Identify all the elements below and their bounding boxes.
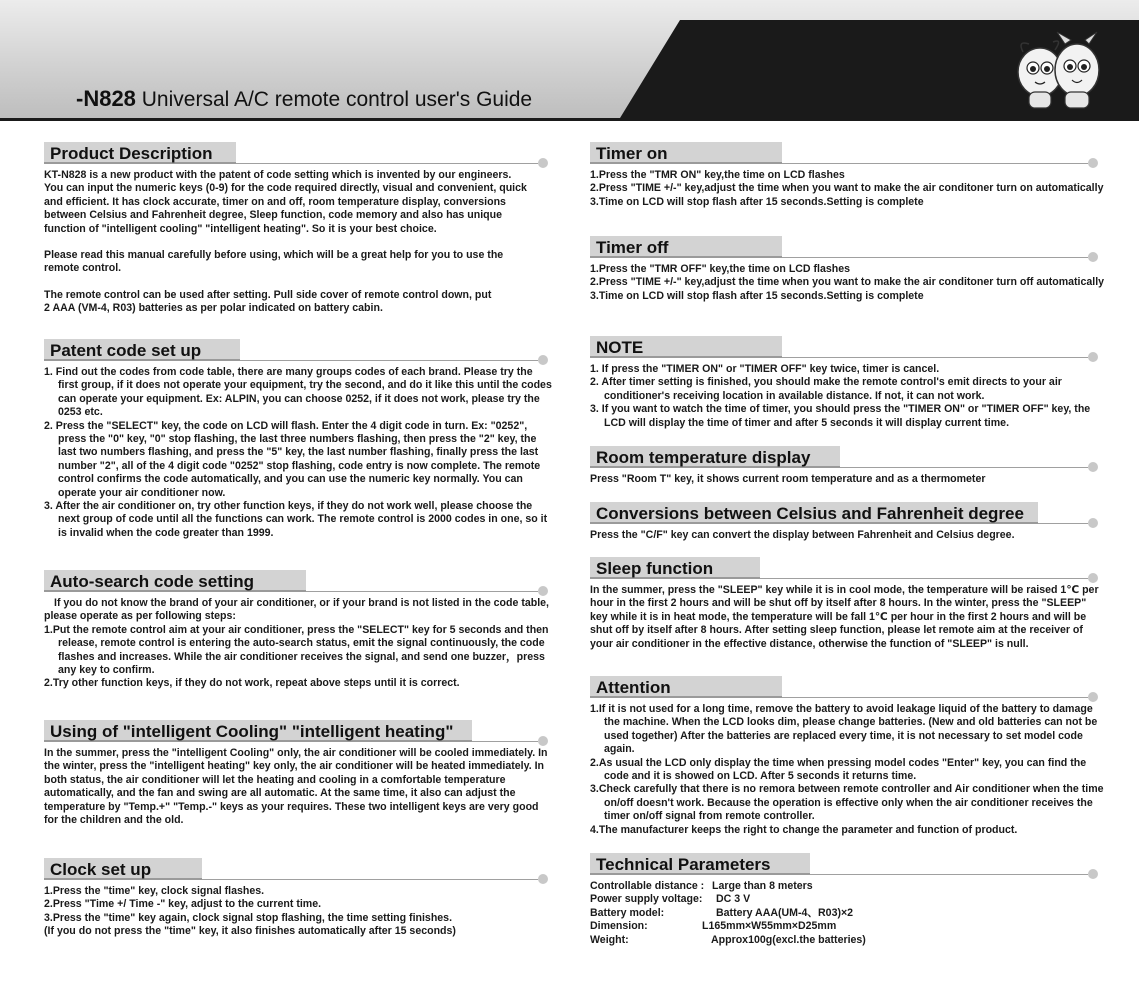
section-conversions [590, 502, 1105, 542]
section-title: Patent code set up [44, 339, 240, 361]
paragraph: Press the "C/F" key can convert the display between Fahrenheit and Celsius degree. [590, 529, 1015, 541]
section-rule [472, 741, 538, 742]
section-body [44, 597, 552, 691]
section-title: Sleep function [590, 557, 760, 579]
bullet-dot-icon [538, 874, 548, 884]
section-timer-off [590, 236, 1105, 303]
section-title: Conversions between Celsius and Fahrenheit degree [590, 502, 1038, 524]
list-item: (If you do not press the "time" key, it also finishes automatically after 15 seconds) [44, 925, 456, 938]
section-sleep [590, 557, 1105, 651]
spec-label: Battery model: [590, 906, 665, 919]
list-item: 2.Press "TIME +/-" key,adjust the time when you want to make the air conditoner turn off automatically [590, 276, 1105, 289]
section-rule [760, 578, 1088, 579]
list-item: 2.As usual the LCD only display the time when pressing model codes "Enter" key, you can find the code and it is showed on LCD. After 5 seconds it returns time. [590, 756, 1087, 783]
section-title: Attention [590, 676, 782, 698]
section-rule [306, 591, 538, 592]
section-header [590, 676, 1105, 700]
spec-label: Dimension: [590, 920, 648, 933]
section-body [590, 584, 1105, 651]
section-body [590, 263, 1105, 303]
paragraph: In the summer, press the "intelligent Cooling" only, the air conditioner will be cooled immediately. In the winter, press the "intelligent heating" key only, the air conditioner will be heated immediately. In both status, the air conditioner will let the heating and cooling in a comfortable temperature automatically, and the fan and swing are all automatic. At the same time, it also can adjust the temperature by "Temp.+" "Temp.-" keys as your requires. These two intelligent keys are very good for the children and the old. [44, 747, 548, 827]
spec-row [590, 920, 1105, 933]
bullet-dot-icon [1088, 158, 1098, 168]
section-header [44, 142, 552, 166]
section-rule [782, 163, 1088, 164]
bullet-dot-icon [1088, 869, 1098, 879]
spec-row [590, 907, 1105, 920]
section-note [590, 336, 1105, 430]
section-title: Clock set up [44, 858, 202, 880]
bullet-dot-icon [538, 586, 548, 596]
section-title: Auto-search code setting [44, 570, 306, 592]
section-title: Timer on [590, 142, 782, 164]
section-rule [1038, 523, 1088, 524]
text-line: function of "intelligent cooling" "intelligent heating". So it is your best choice. [44, 222, 437, 235]
bullet-dot-icon [1088, 462, 1098, 472]
section-header [590, 336, 1105, 360]
bullet-dot-icon [538, 355, 548, 365]
section-header [590, 557, 1105, 581]
section-header [590, 446, 1105, 470]
intro-text: If you do not know the brand of your air conditioner, or if your brand is not listed in the code table, please operate as per following steps: [44, 597, 549, 623]
section-title: NOTE [590, 336, 782, 358]
paragraph: Press "Room T" key, it shows current room temperature and as a thermometer [590, 473, 986, 485]
text-line: and efficient. It has clock accurate, timer on and off, room temperature display, conversions [44, 195, 506, 208]
text-line: You can input the numeric keys (0-9) for the code required directly, visual and convenient, quick [44, 182, 527, 195]
list-item: 3.Press the "time" key again, clock signal stop flashing, the time setting finishes. [44, 911, 453, 924]
spec-row [590, 934, 1105, 947]
text-line: The remote control can be used after setting. Pull side cover of remote control down, put [44, 288, 492, 301]
spec-label: Weight: [590, 933, 629, 946]
bullet-dot-icon [538, 158, 548, 168]
list-item: 3.Check carefully that there is no remora between remote controller and Air conditioner when the time on/off doesn't work. Because the operation is effective only when the air conditioner receives the timer on/off signal from remote controller. [590, 783, 1104, 823]
section-rule [782, 257, 1088, 258]
section-header [44, 570, 552, 594]
section-header [44, 858, 552, 882]
list-item: 2.Press "Time +/ Time -" key, adjust to the current time. [44, 898, 322, 911]
list-item: 1. If press the "TIMER ON" or "TIMER OFF" key twice, timer is cancel. [590, 363, 940, 375]
section-timer-on [590, 142, 1105, 209]
section-clock [44, 858, 552, 939]
section-body [590, 473, 1105, 486]
list-item: 3.Time on LCD will stop flash after 15 seconds.Setting is complete [590, 289, 924, 302]
list-item: 2. Press the "SELECT" key, the code on LCD will flash. Enter the 4 digit code in turn. Ex: "0252", press the "0" key, "0" stop flashing, the last three numbers flashing, then press the "2" key, the last two numbers flashing, and press the "5" key, the last number flashing, finally press the last number "2", all of the 4 digit code "0252" stop flashing, code entry is now complete. The remote control confirms the code automatically, and you can use the numeric key normally. You can operate your air conditioner now. [44, 419, 541, 499]
section-header [44, 720, 552, 744]
list-item: 3. After the air conditioner on, try other function keys, if they do not work well, please choose the next group of code until all the functions can work. The remote control is 2000 codes in one, so it is invalid when the code greater than 1999. [44, 500, 548, 539]
bullet-dot-icon [1088, 573, 1098, 583]
section-rule [782, 357, 1088, 358]
list-item: 3. If you want to watch the time of timer, you should press the "TIMER ON" or "TIMER OFF" key, the LCD will display the time of timer and after 5 seconds it will display current time. [590, 403, 1091, 429]
list-item: 1.Put the remote control aim at your air conditioner, press the "SELECT" key for 5 seconds and then release, remote control is entering the auto-search status, emit the signal continuously, the code flashes and increases. While the air conditioner receives the signal, and send one buzzer，press any key to confirm. [44, 623, 549, 677]
text-line: 2 AAA (VM-4, R03) batteries as per polar indicated on battery cabin. [44, 302, 383, 315]
section-body [590, 703, 1105, 837]
section-auto-search [44, 570, 552, 691]
section-body [44, 169, 552, 316]
bullet-dot-icon [1088, 252, 1098, 262]
list-item: 1.If it is not used for a long time, remove the battery to avoid leakage liquid of the battery to damage the machine. When the LCD looks dim, please change batteries. (New and old batteries can not be used together) After the batteries are replaced every time, it is not necessary to set model code again. [590, 703, 1098, 756]
section-rule [240, 360, 538, 361]
paragraph: In the summer, press the "SLEEP" key while it is in cool mode, the temperature will be raised 1℃ per hour in the first 2 hours and will be shut off by itself after 8 hours. In the winter, press the "SLEEP" key while it is in heat mode, the temperature will be fall 1℃ per hour in the first 2 hours and will be shut off by itself after 8 hours. After setting sleep function, please let remote aim at the receiver of your air conditioner in the effective distance, otherwise the function of "SLEEP" is null. [590, 584, 1099, 650]
list-item: 4.The manufacturer keeps the right to change the parameter and function of product. [590, 823, 1018, 836]
section-title: Technical Parameters [590, 853, 810, 875]
bullet-dot-icon [538, 736, 548, 746]
section-technical-parameters [590, 853, 1105, 947]
section-intelligent [44, 720, 552, 827]
text-line: remote control. [44, 262, 122, 275]
page-title [76, 86, 532, 112]
model-number: -N828 [76, 86, 136, 111]
text-line: Please read this manual carefully before using, which will be a great help for you to use the [44, 249, 504, 262]
section-title: Product Description [44, 142, 236, 164]
section-header [590, 502, 1105, 526]
spec-row [590, 880, 1105, 893]
header-divider [0, 118, 1139, 121]
section-rule [840, 467, 1088, 468]
section-body [590, 363, 1105, 430]
section-rule [236, 163, 538, 164]
list-item: 1.Press the "time" key, clock signal flashes. [44, 885, 265, 897]
section-title: Using of "intelligent Cooling" "intelligent heating" [44, 720, 472, 742]
list-item: 3.Time on LCD will stop flash after 15 seconds.Setting is complete [590, 195, 924, 208]
section-body [44, 747, 552, 827]
section-title: Room temperature display [590, 446, 840, 468]
spec-value: Large than 8 meters [712, 880, 813, 892]
list-item: 1. Find out the codes from code table, there are many groups codes of each brand. Please try the first group, if it does not operate your equipment, try the second, and do it like this until the codes can operate your equipment. Ex: ALPIN, you can choose 0252, if it does not work, please try the 0253 etc. [44, 366, 552, 419]
bullet-dot-icon [1088, 692, 1098, 702]
text-line: between Celsius and Fahrenheit degree, Sleep function, code memory and also has unique [44, 209, 502, 222]
mascot-logo [1005, 30, 1115, 112]
section-body [44, 366, 552, 540]
section-room-temperature [590, 446, 1105, 486]
section-body [590, 529, 1105, 542]
section-rule [202, 879, 538, 880]
spec-label: Controllable distance : [590, 880, 705, 892]
section-header [590, 142, 1105, 166]
section-header [590, 853, 1105, 877]
bullet-dot-icon [1088, 518, 1098, 528]
bullet-dot-icon [1088, 352, 1098, 362]
list-item: 2.Try other function keys, if they do not work, repeat above steps until it is correct. [44, 677, 460, 690]
section-patent-code [44, 339, 552, 540]
spec-label: Power supply voltage: [590, 893, 703, 906]
section-product-description [44, 142, 552, 316]
section-title: Timer off [590, 236, 782, 258]
section-rule [810, 874, 1088, 875]
spec-value: Battery AAA(UM-4、R03)×2 [716, 906, 854, 919]
section-body [590, 880, 1105, 947]
section-rule [782, 697, 1088, 698]
spec-row [590, 893, 1105, 906]
section-attention [590, 676, 1105, 837]
guide-title: Universal A/C remote control user's Guide [141, 88, 533, 111]
list-item: 1.Press the "TMR ON" key,the time on LCD flashes [590, 169, 845, 181]
section-body [44, 885, 552, 939]
text-line: KT-N828 is a new product with the patent of code setting which is invented by our engineers. [44, 169, 512, 181]
section-header [590, 236, 1105, 260]
list-item: 2.Press "TIME +/-" key,adjust the time when you want to make the air conditoner turn on automatically [590, 182, 1104, 195]
spec-value: Approx100g(excl.the batteries) [711, 933, 866, 946]
spec-value: DC 3 V [716, 893, 751, 906]
list-item: 1.Press the "TMR OFF" key,the time on LCD flashes [590, 263, 851, 275]
section-body [590, 169, 1105, 209]
section-header [44, 339, 552, 363]
spec-value: L165mm×W55mm×D25mm [702, 920, 837, 933]
list-item: 2. After timer setting is finished, you should make the remote control's emit directs to your air conditioner's receiving location in available distance. If not, it can not work. [590, 376, 1062, 402]
